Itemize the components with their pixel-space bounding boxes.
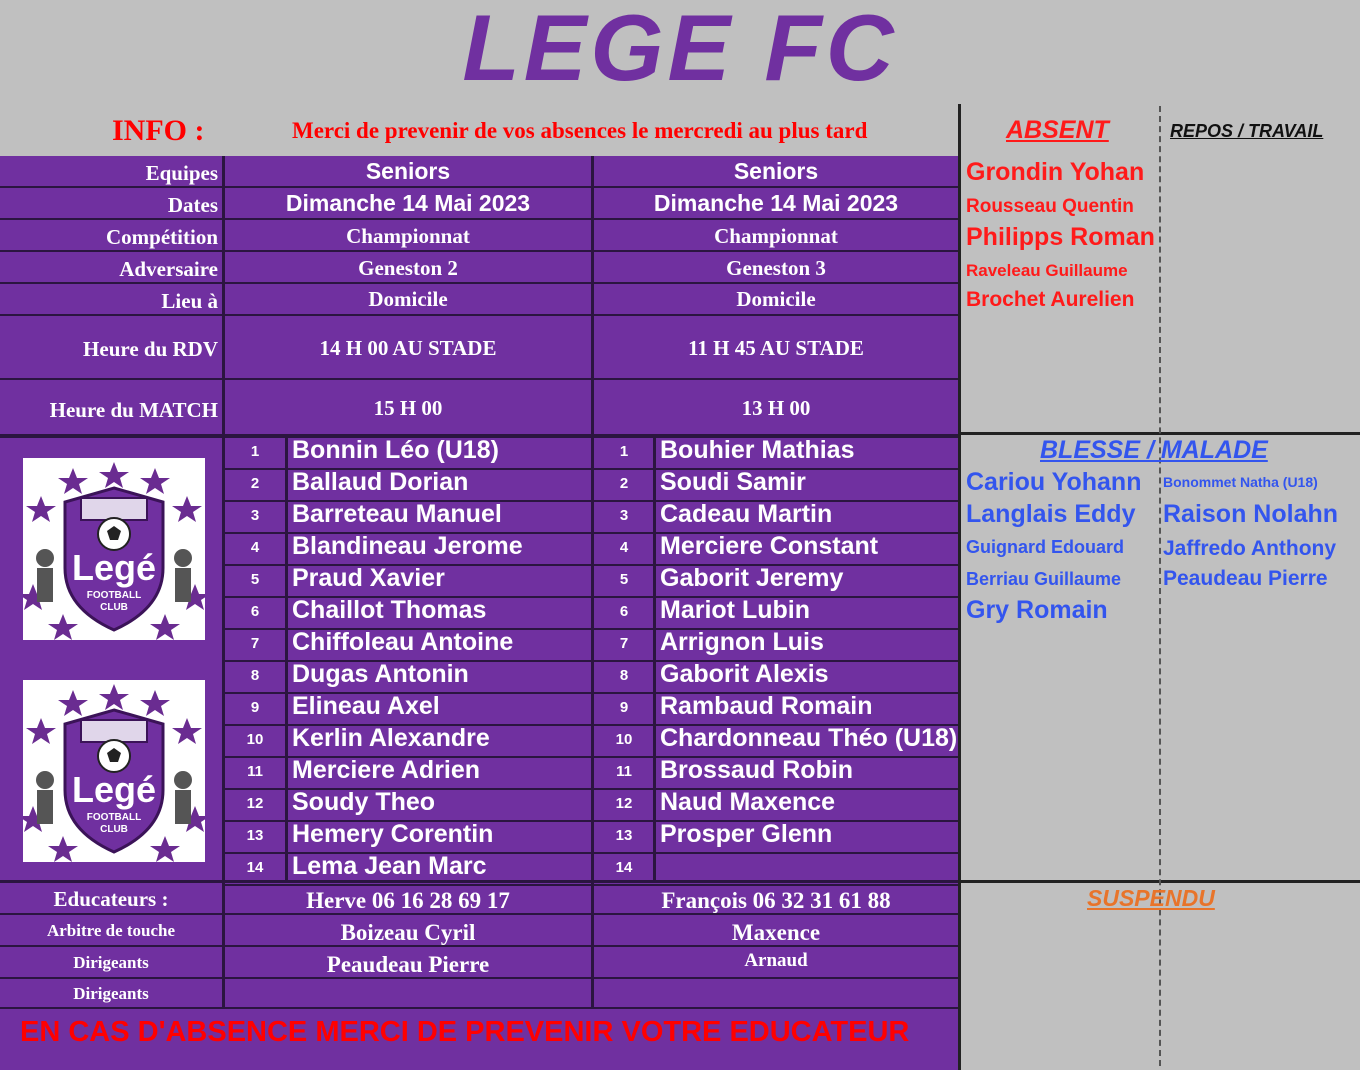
info-text: Merci de prevenir de vos absences le mercredi au plus tard	[292, 118, 868, 143]
player-number: 13	[615, 827, 633, 844]
player-name: Soudy Theo	[292, 788, 436, 816]
team1-adversaire: Geneston 2	[225, 252, 591, 284]
player-name: Mariot Lubin	[660, 596, 810, 624]
absent-player: Philipps Roman	[966, 223, 1155, 251]
team2-arbitre: Maxence	[594, 915, 958, 947]
player-number: 3	[250, 507, 260, 524]
players-section	[0, 438, 960, 882]
blesse-player: Guignard Edouard	[966, 537, 1125, 557]
team1-competition: Championnat	[225, 220, 591, 252]
label-equipes: Equipes	[0, 156, 222, 188]
player-name: Chaillot Thomas	[292, 596, 487, 624]
player-number: 6	[619, 603, 629, 620]
player-name: Praud Xavier	[292, 564, 445, 592]
player-name: Elineau Axel	[292, 692, 440, 720]
player-name: Soudi Samir	[660, 468, 806, 496]
absent-heading: ABSENT	[1006, 116, 1109, 144]
absent-player: Rousseau Quentin	[966, 196, 1134, 217]
player-name: Gaborit Jeremy	[660, 564, 844, 592]
player-name: Ballaud Dorian	[292, 468, 469, 496]
player-number: 4	[619, 539, 629, 556]
team1-dirigeant-2	[225, 979, 591, 1009]
divider	[591, 156, 594, 438]
player-number: 7	[619, 635, 629, 652]
player-number: 12	[615, 795, 633, 812]
team2-equipe: Seniors	[594, 156, 958, 188]
team1-lieu: Domicile	[225, 284, 591, 316]
suspendu-heading: SUSPENDU	[1087, 885, 1215, 911]
repos-heading: REPOS / TRAVAIL	[1170, 121, 1324, 141]
team1-dirigeant-1: Peaudeau Pierre	[225, 947, 591, 979]
divider	[222, 438, 225, 882]
player-name: Arrignon Luis	[660, 628, 824, 656]
page-title: LEGE FC	[462, 0, 898, 100]
label-dirigeants-2: Dirigeants	[0, 979, 222, 1009]
blesse-player: Jaffredo Anthony	[1163, 537, 1337, 560]
label-dirigeants-1: Dirigeants	[0, 947, 222, 979]
blesse-player: Langlais Eddy	[966, 500, 1136, 528]
team1-rdv: 14 H 00 AU STADE	[225, 316, 591, 380]
player-name: Chiffoleau Antoine	[292, 628, 514, 656]
player-number: 5	[250, 571, 260, 588]
player-name: Blandineau Jerome	[292, 532, 523, 560]
absent-player: Brochet Aurelien	[966, 288, 1135, 311]
player-number: 8	[619, 667, 629, 684]
player-number: 1	[619, 443, 629, 460]
logo-text: CLUB	[100, 824, 128, 835]
label-educateurs: Educateurs :	[0, 883, 222, 915]
player-name: Kerlin Alexandre	[292, 724, 490, 752]
divider	[958, 104, 961, 1070]
team2-match: 13 H 00	[594, 380, 958, 436]
absent-player: Grondin Yohan	[966, 158, 1145, 186]
team2-adversaire: Geneston 3	[594, 252, 958, 284]
label-lieu: Lieu à	[0, 284, 222, 316]
player-number: 13	[246, 827, 264, 844]
divider	[222, 156, 225, 438]
player-number: 11	[247, 763, 263, 780]
player-number: 10	[615, 731, 633, 748]
player-name: Dugas Antonin	[292, 660, 469, 688]
player-name: Gaborit Alexis	[660, 660, 829, 688]
staff-table	[0, 883, 960, 1013]
player-name: Merciere Constant	[660, 532, 879, 560]
blesse-player: Berriau Guillaume	[966, 569, 1122, 589]
player-number: 11	[616, 763, 632, 780]
player-number: 6	[250, 603, 260, 620]
blesse-player: Cariou Yohann	[966, 468, 1142, 496]
player-number: 2	[250, 475, 260, 492]
divider	[222, 883, 225, 1009]
player-name: Rambaud Romain	[660, 692, 873, 720]
blesse-player: Peaudeau Pierre	[1163, 567, 1328, 590]
label-arbitre: Arbitre de touche	[0, 915, 222, 947]
label-heure-rdv: Heure du RDV	[0, 316, 222, 380]
divider	[285, 438, 288, 882]
player-name: Lema Jean Marc	[292, 852, 487, 880]
team2-dirigeant-2	[594, 979, 958, 1009]
player-number: 2	[619, 475, 629, 492]
player-name: Bouhier Mathias	[660, 436, 855, 464]
club-logo	[23, 680, 205, 862]
team1-arbitre: Boizeau Cyril	[225, 915, 591, 947]
logo-text: Legé	[71, 769, 157, 810]
blesse-heading: BLESSE / MALADE	[1040, 436, 1268, 464]
player-name: Chardonneau Théo (U18)	[660, 724, 958, 752]
blesse-player: Bonommet Natha (U18)	[1163, 474, 1318, 490]
player-number: 12	[246, 795, 264, 812]
club-logo	[23, 458, 205, 640]
player-name: Naud Maxence	[660, 788, 836, 816]
player-number: 9	[619, 699, 629, 716]
player-number: 5	[619, 571, 629, 588]
team2-date: Dimanche 14 Mai 2023	[594, 188, 958, 220]
label-dates: Dates	[0, 188, 222, 220]
player-number: 7	[250, 635, 260, 652]
logo-text: Legé	[71, 547, 157, 588]
team1-date: Dimanche 14 Mai 2023	[225, 188, 591, 220]
player-number: 1	[250, 443, 260, 460]
label-heure-match: Heure du MATCH	[0, 380, 222, 436]
player-name: Merciere Adrien	[292, 756, 481, 784]
player-name: Hemery Corentin	[292, 820, 494, 848]
label-competition: Compétition	[0, 220, 222, 252]
blesse-player: Raison Nolahn	[1163, 500, 1339, 528]
player-number: 9	[250, 699, 260, 716]
divider	[591, 883, 594, 1009]
match-info-table	[0, 156, 960, 438]
absent-player: Raveleau Guillaume	[966, 261, 1128, 280]
divider	[653, 438, 656, 882]
dashed-divider	[1159, 106, 1161, 1066]
player-name: Brossaud Robin	[660, 756, 854, 784]
player-number: 14	[246, 859, 264, 876]
divider	[591, 438, 594, 882]
team2-dirigeant-1: Arnaud	[594, 947, 958, 979]
team1-match: 15 H 00	[225, 380, 591, 436]
player-number: 3	[619, 507, 629, 524]
info-label: INFO :	[112, 114, 205, 147]
team2-lieu: Domicile	[594, 284, 958, 316]
blesse-player: Gry Romain	[966, 596, 1108, 624]
player-name: Barreteau Manuel	[292, 500, 502, 528]
player-number: 14	[615, 859, 633, 876]
team2-rdv: 11 H 45 AU STADE	[594, 316, 958, 380]
team2-educateur: François 06 32 31 61 88	[594, 883, 958, 915]
player-name: Bonnin Léo (U18)	[292, 436, 499, 464]
logo-text: CLUB	[100, 602, 128, 613]
player-number: 8	[250, 667, 260, 684]
team1-educateur: Herve 06 16 28 69 17	[225, 883, 591, 915]
footer-warning: EN CAS D'ABSENCE MERCI DE PREVENIR VOTRE EDUCATEUR	[20, 1016, 910, 1048]
player-name: Cadeau Martin	[660, 500, 833, 528]
label-adversaire: Adversaire	[0, 252, 222, 284]
team2-competition: Championnat	[594, 220, 958, 252]
player-number: 10	[246, 731, 264, 748]
logo-text: FOOTBALL	[86, 812, 142, 823]
player-number: 4	[250, 539, 260, 556]
team1-equipe: Seniors	[225, 156, 591, 188]
player-name: Prosper Glenn	[660, 820, 833, 848]
logo-text: FOOTBALL	[86, 590, 142, 601]
